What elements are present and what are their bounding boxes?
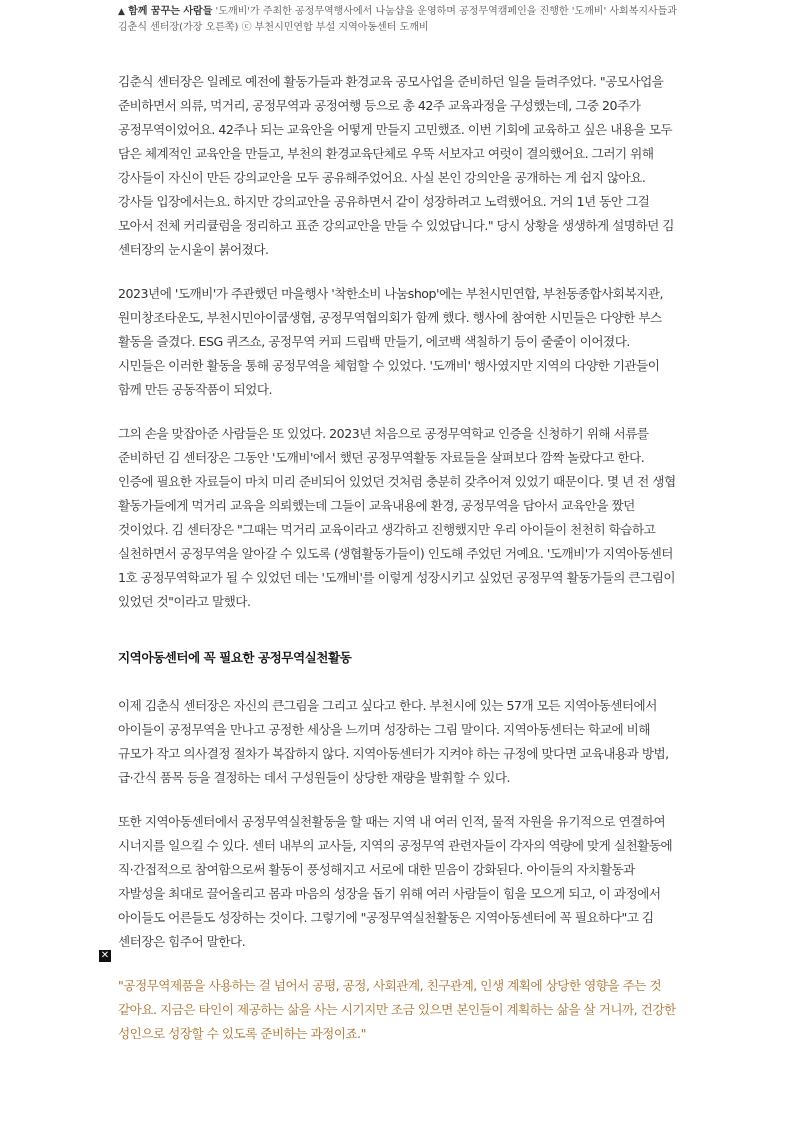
caption-triangle-icon: ▲	[118, 7, 125, 17]
close-ad-button[interactable]	[99, 950, 111, 962]
paragraph-3: 그의 손을 맞잡아준 사람들은 또 있었다. 2023년 처음으로 공정무역학교 인증을 신청하기 위해 서류를 준비하던 김 센터장은 그동안 '도깨비'에서 했던 공정무역활동 자료들을 살펴보다 깜짝 놀랐다고 한다. 인증에 필요한 자료들이 마치 미리 준비되어 있었던 것처럼 충분히 갖추어져 있었기 때문이다. 몇 년 전 생협 활동가들에게 먹거리 교육을 의뢰했는데 그들이 교육내용에 환경, 공정무역을 담아서 교육안을 짰던 것이었다. 김 센터장은 "그때는 먹거리 교육이라고 생각하고 진행했지만 우리 아이들이 천천히 학습하고 실천하면서 공정무역을 알아갈 수 있도록 (생협활동가들이) 인도해 주었던 거예요. '도깨비'가 지역아동센터 1호 공정무역학교가 될 수 있었던 데는 '도깨비'를 이렇게 성장시키고 싶었던 공정무역 활동가들의 큰그림이 있었던 것"이라고 말했다.	[118, 426, 676, 609]
photo-caption	[118, 4, 678, 35]
highlight-quote: "공정무역제품을 사용하는 걸 넘어서 공평, 공정, 사회관계, 친구관계, 인생 계획에 상당한 영향을 주는 것 같아요. 지금은 타인이 제공하는 삶을 사는 시기지만 조금 있으면 본인들이 계획하는 삶을 살 거니까, 건강한 성인으로 성장할 수 있도록 준비하는 과정이죠."	[118, 978, 676, 1041]
close-icon: ✕	[100, 950, 110, 961]
caption-title: 함께 꿈꾸는 사람들	[128, 6, 213, 17]
paragraph-4: 이제 김춘식 센터장은 자신의 큰그림을 그리고 싶다고 한다. 부천시에 있는 57개 모든 지역아동센터에서 아이들이 공정무역을 만나고 공정한 세상을 느끼며 성장하는 그림 말이다. 지역아동센터는 학교에 비해 규모가 작고 의사결정 절차가 복잡하지 않다. 지역아동센터가 지켜야 하는 규정에 맞다면 교육내용과 방법, 급·간식 품목 등을 결정하는 데서 구성원들이 상당한 재량을 발휘할 수 있다.	[118, 698, 669, 785]
article-body	[118, 70, 680, 1046]
paragraph-1: 김춘식 센터장은 일례로 예전에 활동가들과 환경교육 공모사업을 준비하던 일을 들려주었다. "공모사업을 준비하면서 의류, 먹거리, 공정무역과 공정여행 등으로 총 42주 교육과정을 구성했는데, 그중 20주가 공정무역이었어요. 42주나 되는 교육안을 어떻게 만들지 고민했죠. 이번 기회에 교육하고 싶은 내용을 모두 담은 체계적인 교육안을 만들고, 부천의 환경교육단체로 우뚝 서보자고 여럿이 결의했어요. 그러기 위해 강사들이 자신이 만든 강의교안을 모두 공유해주었어요. 사실 본인 강의안을 공개하는 게 쉽지 않아요. 강사들 입장에서는요. 하지만 강의교안을 공유하면서 같이 성장하려고 노력했어요. 거의 1년 동안 그걸 모아서 전체 커리큘럼을 정리하고 표준 강의교안을 만들 수 있었답니다." 당시 상황을 생생하게 설명하던 김 센터장의 눈시울이 붉어졌다.	[118, 74, 674, 257]
paragraph-2: 2023년에 '도깨비'가 주관했던 마을행사 '착한소비 나눔shop'에는 부천시민연합, 부천동종합사회복지관, 원미창조타운도, 부천시민아이쿱생협, 공정무역협의회가 함께 했다. 행사에 참여한 시민들은 다양한 부스 활동을 즐겼다. ESG 퀴즈쇼, 공정무역 커피 드립백 만들기, 에코백 색칠하기 등이 줄줄이 이어졌다. 시민들은 이러한 활동을 통해 공정무역을 체험할 수 있었다. '도깨비' 행사였지만 지역의 다양한 기관들이 함께 만든 공동작품이 되었다.	[118, 286, 663, 397]
section-heading: 지역아동센터에 꼭 필요한 공정무역실천활동	[118, 650, 352, 665]
paragraph-5: 또한 지역아동센터에서 공정무역실천활동을 할 때는 지역 내 여러 인적, 물적 자원을 유기적으로 연결하여 시너지를 일으킬 수 있다. 센터 내부의 교사들, 지역의 공정무역 관련자들이 각자의 역량에 맞게 실천활동에 직·간접적으로 참여함으로써 활동이 풍성해지고 서로에 대한 믿음이 강화된다. 아이들의 자치활동과 자발성을 최대로 끌어올리고 몸과 마음의 성장을 돕기 위해 여러 사람들이 힘을 모으게 되고, 이 과정에서 아이들도 어른들도 성장하는 것이다. 그렇기에 "공정무역실천활동은 지역아동센터에 꼭 필요하다"고 김 센터장은 힘주어 말한다.	[118, 814, 673, 949]
caption-text: '도깨비'가 주최한 공정무역행사에서 나눔샵을 운영하며 공정무역캠페인을 진행한 '도깨비' 사회복지사들과 김춘식 센터장(가장 오른쪽) ⓒ 부천시민연합 부설 지역아동센터 도깨비	[118, 6, 678, 33]
